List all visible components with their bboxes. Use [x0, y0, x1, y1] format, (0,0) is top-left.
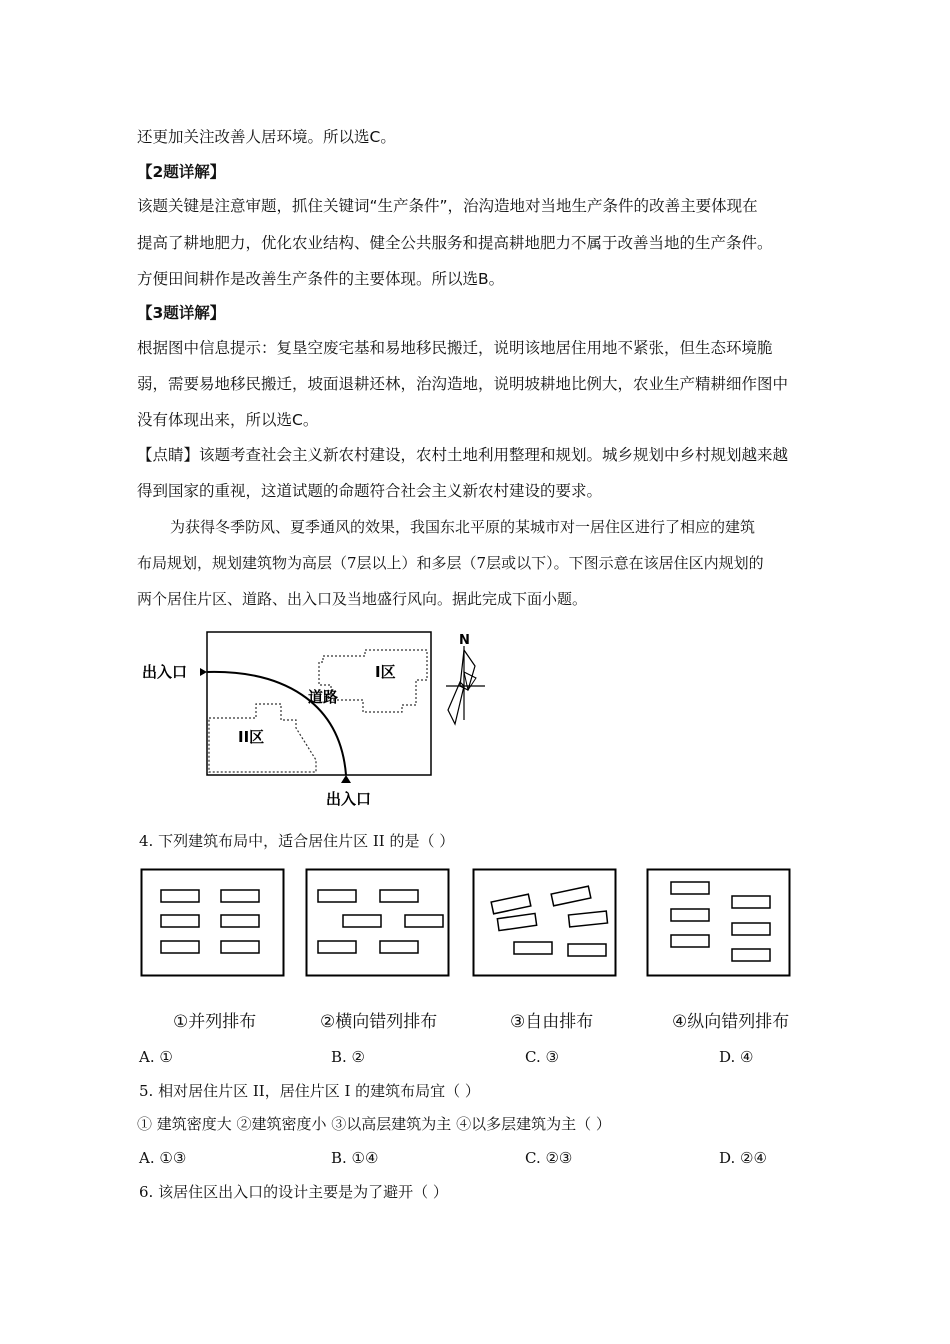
layout-label-3: ③自由排布 [510, 1012, 594, 1032]
layout-diagram-free [472, 868, 618, 978]
q4-option-c[interactable]: C. ③ [525, 1048, 559, 1066]
comment-line: 得到国家的重视，这道试题的命题符合社会主义新农村建设的要求。 [137, 482, 603, 500]
road-label: 道路 [308, 688, 339, 706]
question-4-stem: 4. 下列建筑布局中，适合居住片区 II 的是（ ） [139, 832, 455, 850]
q5-option-c[interactable]: C. ②③ [525, 1149, 573, 1167]
question-5-stem: 5. 相对居住片区 II，居住片区 I 的建筑布局宜（ ） [139, 1082, 480, 1100]
comment-line: 【点睛】该题考查社会主义新农村建设，农村土地利用整理和规划。城乡规划中乡村规划越来越 [137, 446, 789, 464]
zone-1-label: I区 [375, 663, 396, 681]
material-line: 为获得冬季防风、夏季通风的效果，我国东北平原的某城市对一居住区进行了相应的建筑 [170, 518, 756, 536]
north-label: N [459, 633, 470, 648]
explanation-line: 没有体现出来，所以选C。 [137, 411, 319, 429]
zone-2-label: II区 [238, 728, 265, 746]
q5-option-b[interactable]: B. ①④ [331, 1149, 379, 1167]
question-6-stem: 6. 该居住区出入口的设计主要是为了避开（ ） [139, 1183, 448, 1201]
residential-map-figure [130, 620, 510, 815]
material-line: 布局规划，规划建筑物为高层（7层以上）和多层（7层或以下）。下图示意在该居住区内规划的 [137, 554, 764, 572]
section-heading-q3: 【3题详解】 [137, 304, 226, 322]
explanation-line: 弱，需要易地移民搬迁，坡面退耕还林，治沟造地，说明坡耕地比例大，农业生产精耕细作图中 [137, 375, 789, 393]
q4-option-b[interactable]: B. ② [331, 1048, 366, 1066]
layout-diagram-vertical-staggered [646, 868, 792, 978]
entrance-marker-bottom [341, 775, 351, 783]
explanation-line: 该题关键是注意审题，抓住关键词“生产条件”，治沟造地对当地生产条件的改善主要体现在 [137, 197, 758, 215]
explanation-line: 提高了耕地肥力，优化农业结构、健全公共服务和提高耕地肥力不属于改善当地的生产条件。 [137, 234, 773, 252]
layout-diagram-horizontal-staggered [305, 868, 451, 978]
entrance-bottom-label: 出入口 [326, 790, 372, 808]
section-heading-q2: 【2题详解】 [137, 163, 226, 181]
wind-rose-icon [446, 646, 485, 724]
q4-option-a[interactable]: A. ① [139, 1048, 173, 1066]
material-line: 两个居住片区、道路、出入口及当地盛行风向。据此完成下面小题。 [137, 590, 588, 608]
q4-option-d[interactable]: D. ④ [719, 1048, 754, 1066]
entrance-left-label: 出入口 [142, 663, 188, 681]
q5-option-a[interactable]: A. ①③ [139, 1149, 187, 1167]
layout-diagram-parallel [140, 868, 286, 978]
explanation-line: 还更加关注改善人居环境。所以选C。 [137, 128, 396, 146]
layout-label-2: ②横向错列排布 [320, 1012, 438, 1032]
layout-label-1: ①并列排布 [173, 1012, 257, 1032]
explanation-line: 方便田间耕作是改善生产条件的主要体现。所以选B。 [137, 270, 505, 288]
entrance-marker-left [200, 668, 207, 676]
q5-option-d[interactable]: D. ②④ [719, 1149, 767, 1167]
explanation-line: 根据图中信息提示：复垦空废宅基和易地移民搬迁，说明该地居住用地不紧张，但生态环境脆 [137, 339, 773, 357]
layout-label-4: ④纵向错列排布 [672, 1012, 790, 1032]
question-5-items: ① 建筑密度大 ②建筑密度小 ③以高层建筑为主 ④以多层建筑为主（ ） [137, 1115, 611, 1133]
